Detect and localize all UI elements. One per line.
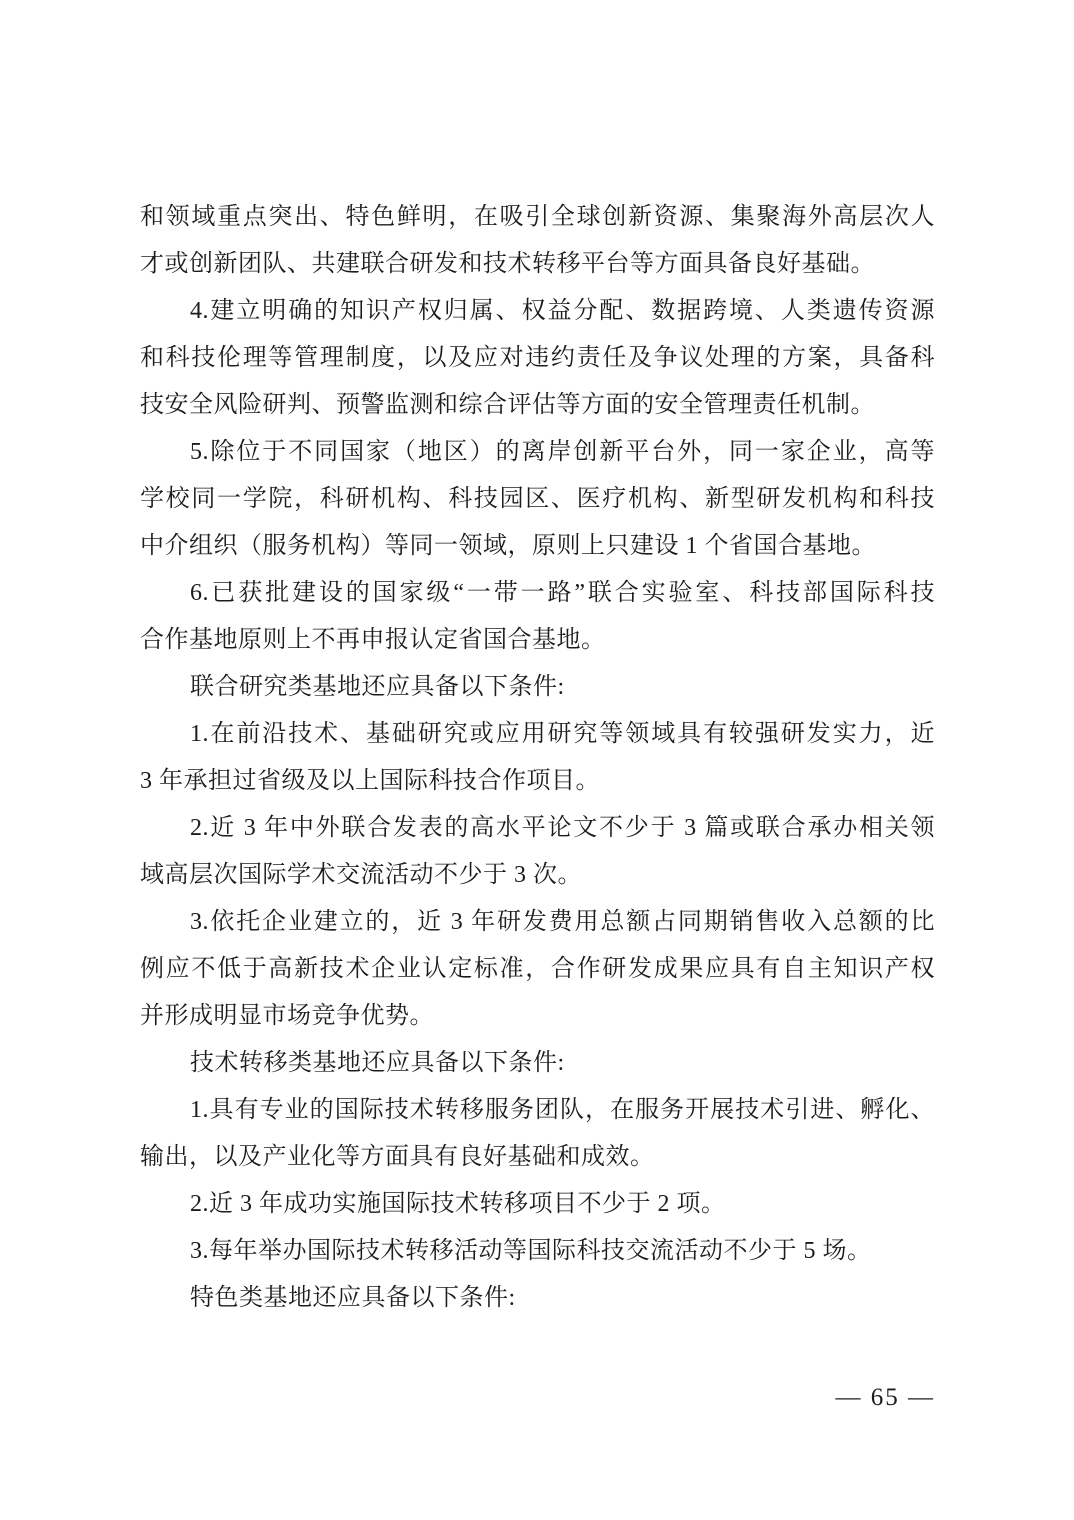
text-line: 和科技伦理等管理制度，以及应对违约责任及争议处理的方案，具备科 [140, 345, 935, 371]
text-line: 域高层次国际学术交流活动不少于 3 次。 [140, 862, 582, 888]
text-line: 技安全风险研判、预警监测和综合评估等方面的安全管理责任机制。 [140, 392, 875, 418]
text-line: 和领域重点突出、特色鲜明，在吸引全球创新资源、集聚海外高层次人 [140, 204, 935, 230]
text-line: 2.近 3 年成功实施国际技术转移项目不少于 2 项。 [190, 1191, 726, 1217]
text-line: 才或创新团队、共建联合研发和技术转移平台等方面具备良好基础。 [140, 251, 875, 277]
text-line: 3.每年举办国际技术转移活动等国际科技交流活动不少于 5 场。 [190, 1238, 872, 1264]
text-line: 1.在前沿技术、基础研究或应用研究等领域具有较强研发实力，近 [190, 721, 935, 747]
text-line: 技术转移类基地还应具备以下条件: [190, 1050, 565, 1076]
text-line: 3.依托企业建立的，近 3 年研发费用总额占同期销售收入总额的比 [190, 909, 935, 935]
text-line: 4.建立明确的知识产权归属、权益分配、数据跨境、人类遗传资源 [190, 298, 935, 324]
text-line: 2.近 3 年中外联合发表的高水平论文不少于 3 篇或联合承办相关领 [190, 815, 935, 841]
text-line: 联合研究类基地还应具备以下条件: [190, 674, 565, 700]
text-line: 例应不低于高新技术企业认定标准，合作研发成果应具有自主知识产权 [140, 956, 935, 982]
document-body [140, 194, 935, 1322]
text-line: 输出，以及产业化等方面具有良好基础和成效。 [140, 1144, 655, 1170]
page-number: — 65 — [835, 1384, 935, 1411]
text-line: 3 年承担过省级及以上国际科技合作项目。 [140, 768, 600, 794]
text-line: 5.除位于不同国家（地区）的离岸创新平台外，同一家企业，高等 [190, 439, 935, 465]
text-line: 中介组织（服务机构）等同一领域，原则上只建设 1 个省国合基地。 [140, 533, 876, 559]
text-line: 特色类基地还应具备以下条件: [190, 1285, 516, 1311]
text-line: 1.具有专业的国际技术转移服务团队，在服务开展技术引进、孵化、 [190, 1097, 935, 1123]
text-line: 学校同一学院，科研机构、科技园区、医疗机构、新型研发机构和科技 [140, 486, 935, 512]
text-line: 6.已获批建设的国家级“一带一路”联合实验室、科技部国际科技 [190, 580, 935, 606]
text-line: 并形成明显市场竞争优势。 [140, 1003, 434, 1029]
text-line: 合作基地原则上不再申报认定省国合基地。 [140, 627, 606, 653]
